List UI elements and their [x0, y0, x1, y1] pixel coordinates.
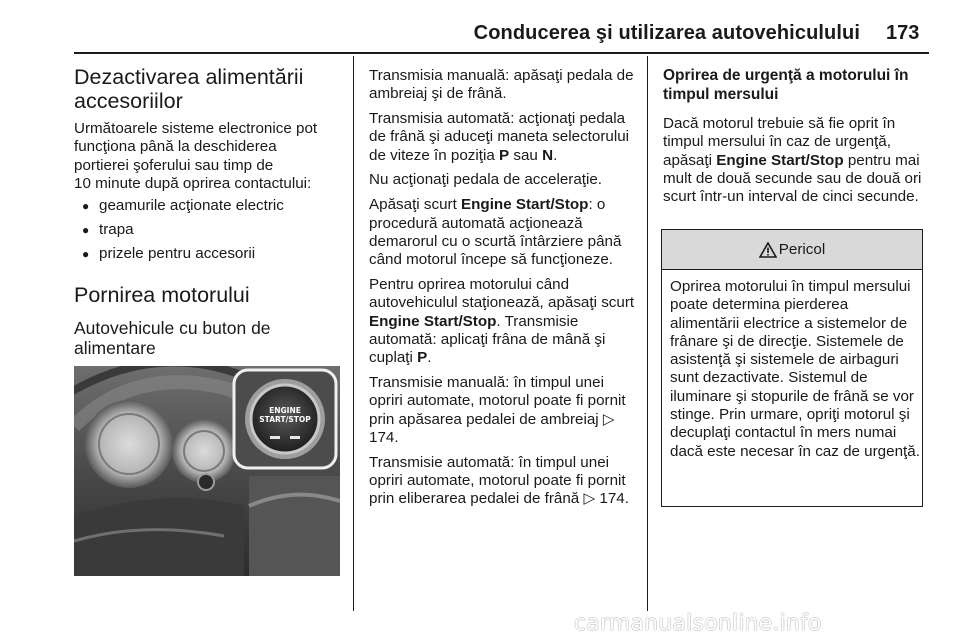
page-reference-link[interactable]: 174 [599, 490, 625, 508]
button-line: START/STOP [259, 415, 311, 424]
paragraph: Transmisia automată: acţionaţi pedala de frână şi aduceţi maneta selectorului de viteze în poziţia P sau N. [369, 110, 630, 164]
emergency-stop-text [663, 115, 928, 206]
header-rule [74, 52, 929, 54]
engine-button-label [247, 406, 323, 424]
paragraph: Dacă motorul trebuie să fie oprit în timpul mersului în caz de urgenţă, apăsaţi Engine Start/Stop pentru mai mult de două secunde sau de două ori scurt într-un interval de cinci secunde. [663, 115, 922, 206]
intro-line: funcţiona până la deschiderea [74, 138, 277, 156]
warning-text: Oprirea motorului în timpul mersului poate determina pierderea alimentării electrice a sistemelor de frânare şi de direcţie. Sistemele de asistenţă şi sistemele de airbaguri sunt dezactivate. Sistemul de iluminare şi stopurile de frână se vor stinge. Prin urmare, opriţi motorul şi decuplaţi contactul în mers numai dacă este necesar în caz de urgenţă. [670, 278, 920, 460]
section-title-emergency-stop: Oprirea de urgenţă a motorului în timpul mersului [663, 67, 909, 103]
page-reference-link[interactable]: 174 [369, 428, 395, 446]
paragraph: Nu acţionaţi pedala de acceleraţie. [369, 171, 603, 189]
page-number: 173 [886, 22, 920, 44]
page-ref-arrow-icon: ▷ [602, 410, 615, 428]
column-divider-2 [647, 56, 648, 611]
intro-line: portierei şoferului sau timp de [74, 156, 274, 174]
column-2-text [369, 67, 637, 515]
paragraph: Pentru oprirea motorului când autovehiculul staţionează, apăsaţi scurt Engine Start/Stop. Transmisie automată: aplicaţi frâna de mână şi cuplaţi P. [369, 275, 635, 367]
intro-line: 10 minute după oprirea contactului: [74, 174, 312, 192]
list-item: ● trapa [74, 221, 344, 239]
warning-triangle-icon [759, 242, 777, 258]
button-line: ENGINE [269, 406, 301, 415]
list-item: ● geamurile acţionate electric [74, 197, 344, 215]
intro-line: Următoarele sisteme electronice pot [74, 120, 318, 137]
subsection-title-power-button: Autovehicule cu buton de alimentare [74, 318, 271, 358]
column-divider-1 [353, 56, 354, 611]
accessory-list [74, 197, 344, 268]
list-item: ● prizele pentru accesorii [74, 245, 344, 263]
section-title-accessory-power: Dezactivarea alimentării accesoriilor [74, 65, 304, 113]
chapter-title: Conducerea şi utilizarea autovehiculului [473, 22, 860, 44]
warning-title: Pericol [778, 241, 826, 258]
page-ref-arrow-icon: ▷ [583, 490, 596, 508]
paragraph: Transmisia manuală: apăsaţi pedala de ambreiaj şi de frână. [369, 67, 634, 103]
warning-header [661, 229, 923, 270]
watermark: carmanualsonline.info [574, 611, 822, 636]
accessory-intro [74, 120, 349, 193]
section-title-engine-start: Pornirea motorului [74, 283, 250, 307]
paragraph: Apăsaţi scurt Engine Start/Stop: o procedură automată acţionează demarorul cu o scurtă întârziere până când motorul începe să funcţioneze. [369, 196, 622, 269]
dashboard-photo [74, 366, 340, 576]
paragraph: Transmisie manuală: în timpul unei opriri automate, motorul poate fi pornit prin apăsarea pedalei de ambreiaj ▷ 174. [369, 373, 626, 446]
paragraph: Transmisie automată: în timpul unei opriri automate, motorul poate fi pornit prin eliberarea pedalei de frână ▷ 174. [369, 453, 629, 508]
